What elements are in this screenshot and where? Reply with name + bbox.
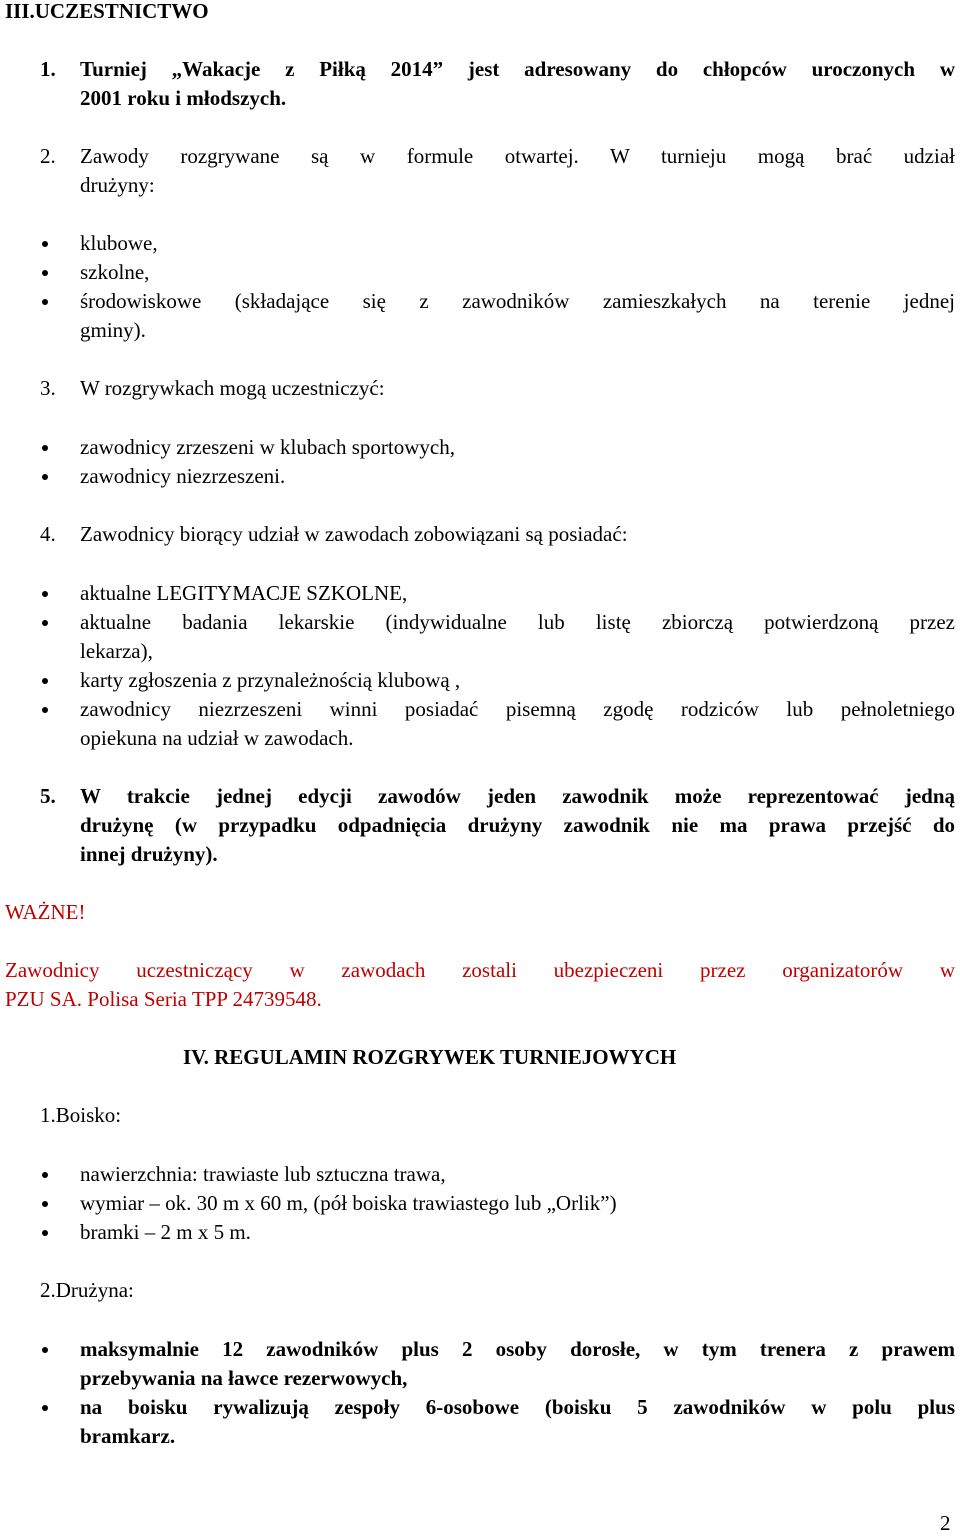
list-item: na boisku rywalizują zespoły 6-osobowe (boisku 5 zawodników w polu plus	[80, 1395, 955, 1419]
bullet-icon	[42, 445, 48, 451]
notice-line: Zawodnicy uczestniczący w zawodach zostali ubezpieczeni przez organizatorów w	[5, 958, 955, 982]
list-item	[80, 579, 955, 608]
bullet-icon	[42, 707, 48, 713]
bullet-icon	[42, 620, 48, 626]
list-item: zawodnicy niezrzeszeni.	[80, 464, 286, 488]
list-item-continuation: przebywania na ławce rezerwowych,	[80, 1366, 408, 1390]
paragraph-line: innej drużyny).	[80, 842, 218, 866]
list-item: maksymalnie 12 zawodników plus 2 osoby dorosłe, w tym trenera z prawem	[80, 1337, 955, 1361]
list-item-prefix: aktualne	[80, 581, 157, 605]
bullet-icon	[42, 299, 48, 305]
list-item: klubowe,	[80, 231, 158, 255]
list-item-emphasis: LEGITYMACJE SZKOLNE,	[156, 581, 408, 605]
list-item-continuation: bramkarz.	[80, 1424, 176, 1448]
bullet-icon	[42, 1230, 48, 1236]
item-number: 5.	[40, 784, 56, 808]
list-item: zawodnicy niezrzeszeni winni posiadać pisemną zgodę rodziców lub pełnoletniego	[80, 697, 955, 721]
notice-title: WAŻNE!	[5, 900, 86, 924]
paragraph-line: W rozgrywkach mogą uczestniczyć:	[80, 376, 385, 400]
bullet-icon	[42, 270, 48, 276]
item-number: 2.	[40, 144, 56, 168]
list-item: aktualne badania lekarskie (indywidualne lub listę zbiorczą potwierdzoną przez	[80, 610, 955, 634]
item-number: 3.	[40, 376, 56, 400]
item-number: 1.	[40, 57, 56, 81]
list-item: szkolne,	[80, 260, 150, 284]
paragraph-line: 2001 roku i młodszych.	[80, 86, 287, 110]
subsection-heading: 2.Drużyna:	[40, 1278, 134, 1302]
paragraph-line: Zawodnicy biorący udział w zawodach zobowiązani są posiadać:	[80, 522, 628, 546]
paragraph-line: Zawody rozgrywane są w formule otwartej. W turnieju mogą brać udział	[80, 144, 955, 168]
bullet-icon	[42, 241, 48, 247]
list-item: wymiar – ok. 30 m x 60 m, (pół boiska trawiastego lub „Orlik”)	[80, 1191, 617, 1215]
list-item-continuation: gminy).	[80, 318, 146, 342]
bullet-icon	[42, 1201, 48, 1207]
list-item: zawodnicy zrzeszeni w klubach sportowych,	[80, 435, 455, 459]
list-item-continuation: opiekuna na udział w zawodach.	[80, 726, 354, 750]
list-item-continuation: lekarza),	[80, 639, 153, 663]
bullet-icon	[42, 591, 48, 597]
paragraph-line: Turniej „Wakacje z Piłką 2014” jest adresowany do chłopców uroczonych w	[80, 57, 955, 81]
item-number: 4.	[40, 522, 56, 546]
paragraph-line: drużyny:	[80, 173, 155, 197]
list-item: karty zgłoszenia z przynależnością klubową ,	[80, 668, 461, 692]
bullet-icon	[42, 1347, 48, 1353]
bullet-icon	[42, 474, 48, 480]
list-item: środowiskowe (składające się z zawodników zamieszkałych na terenie jednej	[80, 289, 955, 313]
subsection-heading: 1.Boisko:	[40, 1103, 122, 1127]
paragraph-line: W trakcie jednej edycji zawodów jeden zawodnik może reprezentować jedną	[80, 784, 955, 808]
list-item: bramki – 2 m x 5 m.	[80, 1220, 251, 1244]
paragraph-line: drużynę (w przypadku odpadnięcia drużyny zawodnik nie ma prawa przejść do	[80, 813, 955, 837]
section-heading: III.UCZESTNICTWO	[5, 0, 209, 23]
bullet-icon	[42, 678, 48, 684]
bullet-icon	[42, 1172, 48, 1178]
bullet-icon	[42, 1405, 48, 1411]
section-heading: IV. REGULAMIN ROZGRYWEK TURNIEJOWYCH	[183, 1045, 677, 1069]
notice-line: PZU SA. Polisa Seria TPP 24739548.	[5, 987, 322, 1011]
page-number: 2	[940, 1511, 951, 1535]
list-item: nawierzchnia: trawiaste lub sztuczna trawa,	[80, 1162, 446, 1186]
